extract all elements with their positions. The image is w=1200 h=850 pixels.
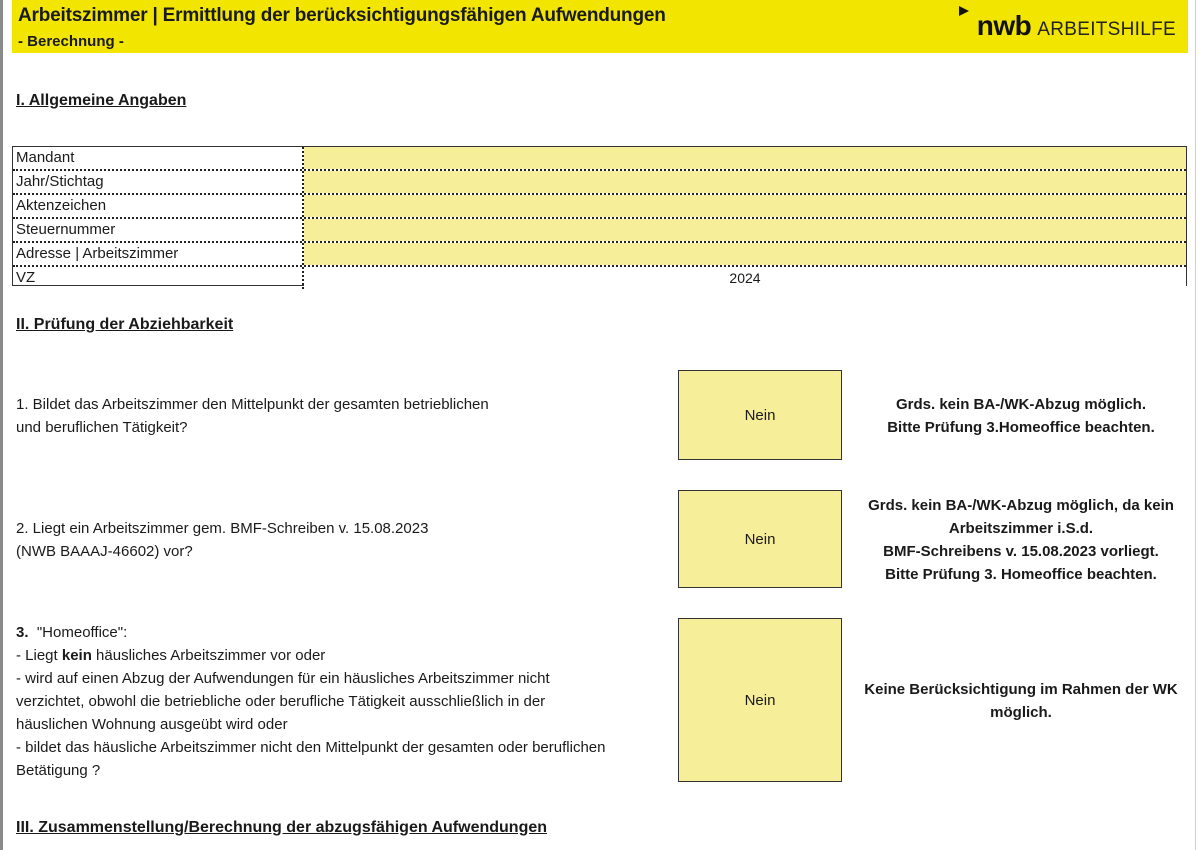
- header-band: [12, 0, 1188, 53]
- table-row: [13, 243, 1186, 267]
- aktenzeichen-field[interactable]: [304, 195, 1186, 217]
- question-3-line-3: - wird auf einen Abzug der Aufwendungen für ein häusliches Arbeitszimmer nicht: [16, 670, 550, 687]
- question-2: [16, 517, 428, 563]
- question-3-title: [16, 621, 605, 644]
- question-3-line-kein-bold: kein: [61, 647, 92, 664]
- table-row: [13, 147, 1186, 171]
- question-3-result-line-1: Keine Berücksichtigung im Rahmen der WK: [864, 681, 1178, 698]
- logo-tag: ARBEITSHILFE: [1037, 19, 1176, 40]
- page-subtitle: - Berechnung -: [18, 33, 124, 50]
- question-1-result-line-1: Grds. kein BA-/WK-Abzug möglich.: [896, 396, 1146, 413]
- question-2-result-line-4: Bitte Prüfung 3. Homeoffice beachten.: [885, 566, 1157, 583]
- vz-value: 2024: [304, 267, 1186, 289]
- question-3-line-kein: [16, 644, 605, 667]
- section-heading-calculation: III. Zusammenstellung/Berechnung der abzugsfähigen Aufwendungen: [16, 819, 548, 836]
- question-2-line-2: (NWB BAAAJ-46602) vor?: [16, 543, 193, 560]
- field-label-adresse: Adresse | Arbeitszimmer: [13, 243, 304, 265]
- question-2-result-line-2: Arbeitszimmer i.S.d.: [948, 520, 1094, 537]
- question-1: [16, 393, 489, 439]
- table-row: [13, 195, 1186, 219]
- question-3-line-5: häuslichen Wohnung ausgeübt wird oder: [16, 716, 288, 733]
- question-1-answer-select[interactable]: Nein: [678, 370, 842, 460]
- question-1-result-line-2: Bitte Prüfung 3.Homeoffice beachten.: [887, 419, 1155, 436]
- logo-brand: nwb: [976, 10, 1032, 41]
- table-row: [13, 267, 1186, 289]
- mandant-field[interactable]: [304, 147, 1186, 169]
- question-2-result-line-1: Grds. kein BA-/WK-Abzug möglich, da kein: [868, 497, 1174, 514]
- general-info-table: [12, 146, 1187, 286]
- question-2-line-1: 2. Liegt ein Arbeitszimmer gem. BMF-Schreiben v. 15.08.2023: [16, 520, 429, 537]
- question-1-line-2: und beruflichen Tätigkeit?: [16, 419, 188, 436]
- question-3-line-4: verzichtet, obwohl die betriebliche oder berufliche Tätigkeit ausschließlich in der: [16, 693, 546, 710]
- question-3-result: [846, 678, 1196, 724]
- jahr-stichtag-field[interactable]: [304, 171, 1186, 193]
- section-heading-general: I. Allgemeine Angaben: [16, 92, 187, 109]
- field-label-steuernummer: Steuernummer: [13, 219, 304, 241]
- field-label-vz: VZ: [13, 267, 304, 289]
- question-1-result: [846, 393, 1196, 439]
- page-title: Arbeitszimmer | Ermittlung der berücksichtigungsfähigen Aufwendungen: [18, 5, 666, 26]
- question-3-result-line-2: möglich.: [990, 704, 1052, 721]
- field-label-aktenzeichen: Aktenzeichen: [13, 195, 304, 217]
- table-row: [13, 219, 1186, 243]
- question-2-answer-select[interactable]: Nein: [678, 490, 842, 588]
- nwb-logo: [977, 10, 1176, 42]
- question-3-number: 3.: [16, 624, 29, 641]
- question-3: [16, 621, 605, 782]
- field-label-jahr: Jahr/Stichtag: [13, 171, 304, 193]
- question-3-answer-select[interactable]: Nein: [678, 618, 842, 782]
- question-3-line-7: Betätigung ?: [16, 762, 101, 779]
- question-3-line-kein-post: häusliches Arbeitszimmer vor oder: [91, 647, 326, 664]
- question-2-result-line-3: BMF-Schreibens v. 15.08.2023 vorliegt.: [883, 543, 1159, 560]
- steuernummer-field[interactable]: [304, 219, 1186, 241]
- question-3-title-text: "Homeoffice":: [36, 624, 128, 641]
- table-row: [13, 171, 1186, 195]
- question-3-line-kein-pre: - Liegt: [16, 647, 62, 664]
- section-heading-check: II. Prüfung der Abziehbarkeit: [16, 316, 234, 333]
- question-3-line-6: - bildet das häusliche Arbeitszimmer nicht den Mittelpunkt der gesamten oder beruflichen: [16, 739, 606, 756]
- field-label-mandant: Mandant: [13, 147, 304, 169]
- adresse-field[interactable]: [304, 243, 1186, 265]
- question-1-line-1: 1. Bildet das Arbeitszimmer den Mittelpunkt der gesamten betrieblichen: [16, 396, 489, 413]
- question-2-result: [846, 494, 1196, 586]
- play-arrow-icon: [959, 6, 969, 16]
